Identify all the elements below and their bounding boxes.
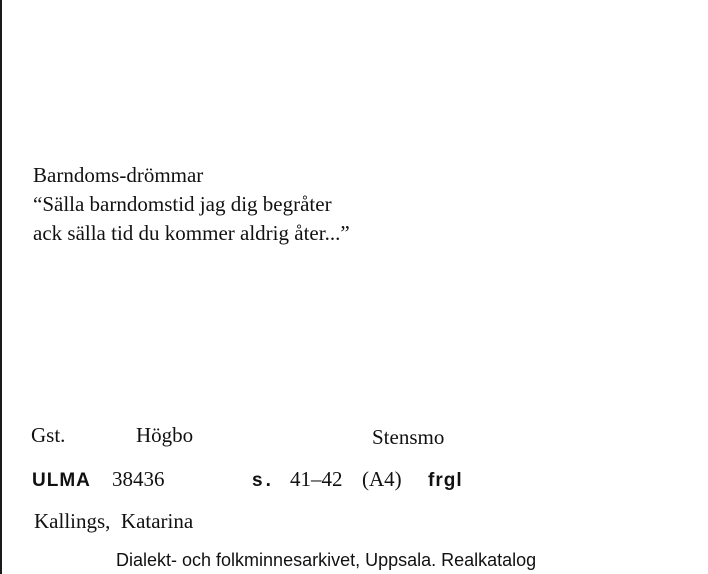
archive-number: 38436	[112, 467, 165, 491]
parish-name: Högbo	[136, 423, 194, 447]
category-code: frgl	[428, 470, 463, 491]
informant-name: Kallings, Katarina	[34, 509, 194, 533]
archive-label: ULMA	[32, 470, 91, 491]
card-title: Barndoms-drömmar	[33, 163, 204, 187]
page-label: s.	[252, 470, 274, 491]
card-left-border	[0, 0, 2, 574]
page-range: 41–42	[290, 467, 343, 491]
gst-label: Gst.	[31, 423, 66, 447]
quote-line-2: ack sälla tid du kommer aldrig åter...”	[33, 221, 350, 245]
card-body-text	[33, 161, 350, 248]
place-name: Stensmo	[372, 425, 445, 449]
quote-line-1: “Sälla barndomstid jag dig begråter	[33, 192, 332, 216]
archive-footer: Dialekt- och folkminnesarkivet, Uppsala. Realkatalog	[116, 550, 537, 570]
paper-format: (A4)	[362, 467, 402, 491]
